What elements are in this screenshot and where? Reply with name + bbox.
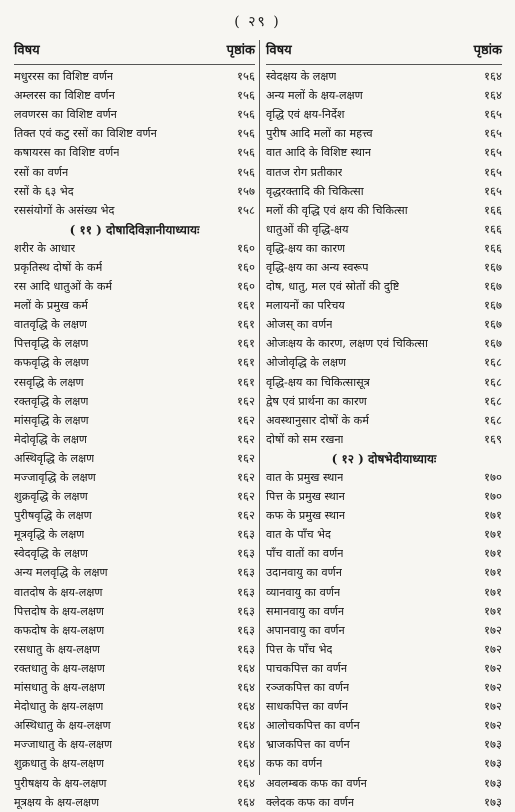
entry-page: १६२	[237, 489, 255, 504]
entry-page: १६४	[237, 680, 255, 695]
toc-entry	[266, 468, 502, 487]
toc-entry	[14, 583, 255, 602]
page-heading: पृष्ठांक	[473, 43, 502, 58]
toc-entry	[266, 411, 502, 430]
entry-page: १६७	[484, 259, 502, 274]
entry-title: मधुररस का विशिष्ट वर्णन	[14, 70, 114, 84]
entry-page: १५६	[237, 145, 255, 160]
entry-page: १६५	[484, 126, 502, 141]
toc-entry	[266, 544, 502, 563]
entry-page: १६५	[484, 107, 502, 122]
entry-page: १६४	[237, 737, 255, 752]
entry-page: १६२	[237, 470, 255, 485]
right-column	[259, 40, 504, 809]
entry-title: उदानवायु का वर्णन	[266, 566, 342, 580]
entry-title: पित्तदोष के क्षय-लक्षण	[14, 604, 104, 618]
entry-page: १७२	[484, 660, 502, 675]
entry-title: मज्जावृद्धि के लक्षण	[14, 471, 96, 485]
entry-title: पाचकपित्त का वर्णन	[266, 661, 348, 675]
toc-entry	[266, 563, 502, 582]
entry-title: मूत्रवृद्धि के लक्षण	[14, 528, 85, 542]
entry-title: वृद्धि-क्षय का अन्य स्वरूप	[266, 260, 369, 274]
entry-page: १७१	[484, 565, 502, 580]
toc-entry	[14, 793, 255, 812]
entry-title: पुरीषक्षय के क्षय-लक्षण	[14, 776, 107, 790]
toc-entry	[14, 373, 255, 392]
entry-title: भ्राजकपित्त का वर्णन	[266, 738, 350, 752]
toc-entry	[14, 563, 255, 582]
toc-entry	[14, 392, 255, 411]
entry-page: १६४	[237, 756, 255, 771]
entry-page: १६२	[237, 431, 255, 446]
entry-page: १६२	[237, 508, 255, 523]
toc-entry	[266, 373, 502, 392]
toc-entry	[14, 468, 255, 487]
entry-page: १६७	[484, 279, 502, 294]
entry-title: द्वेष एवं प्रार्थना का कारण	[266, 394, 367, 408]
entry-page: १७१	[484, 527, 502, 542]
toc-entry	[14, 124, 255, 143]
entry-title: मलायनों का परिचय	[266, 299, 345, 313]
entry-title: साधकपित्त का वर्णन	[266, 700, 349, 714]
entry-page: १६४	[237, 718, 255, 733]
toc-entry	[266, 697, 502, 716]
toc-entry	[266, 182, 502, 201]
entry-title: मांसवृद्धि के लक्षण	[14, 413, 89, 427]
toc-entry	[266, 220, 502, 239]
page-number: ( २९ )	[234, 14, 281, 30]
toc-entry	[266, 277, 502, 296]
page-heading: पृष्ठांक	[226, 43, 255, 58]
contents-table	[14, 40, 504, 809]
subject-heading: विषय	[14, 43, 40, 58]
entry-page: १५६	[237, 88, 255, 103]
toc-entry	[266, 239, 502, 258]
entry-page: १६४	[237, 775, 255, 790]
entry-page: १६४	[237, 699, 255, 714]
toc-entry	[266, 506, 502, 525]
entry-title: रसों के ६३ भेद	[14, 184, 74, 198]
toc-entry	[266, 105, 502, 124]
toc-entry	[14, 697, 255, 716]
toc-entry	[14, 449, 255, 468]
toc-entry	[14, 162, 255, 181]
entry-page: १६०	[237, 259, 255, 274]
entry-title: वृद्धि एवं क्षय-निर्देश	[266, 108, 345, 122]
entry-title: रक्तवृद्धि के लक्षण	[14, 394, 89, 408]
toc-entry	[14, 506, 255, 525]
entry-page: १५६	[237, 69, 255, 84]
toc-entry	[14, 105, 255, 124]
entry-title: पुरीषवृद्धि के लक्षण	[14, 509, 92, 523]
entry-page: १७३	[484, 775, 502, 790]
chapter-heading: ( ११ ) दोषादिविज्ञानीयाध्यायः	[69, 222, 200, 237]
entry-page: १६६	[484, 221, 502, 236]
entry-page: १६३	[237, 603, 255, 618]
right-entries	[266, 67, 502, 812]
entry-page: १७३	[484, 737, 502, 752]
entry-title: क्लेदक कफ का वर्णन	[266, 795, 355, 809]
entry-title: पाँच वातों का वर्णन	[266, 547, 344, 561]
toc-entry	[14, 544, 255, 563]
entry-title: कफ का वर्णन	[266, 757, 323, 771]
toc-entry	[14, 315, 255, 334]
entry-title: अपानवायु का वर्णन	[266, 623, 345, 637]
entry-title: शुक्रधातु के क्षय-लक्षण	[14, 757, 105, 771]
entry-title: तिक्त एवं कटु रसों का विशिष्ट वर्णन	[14, 127, 157, 141]
entry-title: दोषों को सम रखना	[266, 432, 344, 446]
entry-page: १६१	[237, 336, 255, 351]
left-column-header	[14, 40, 255, 65]
entry-title: मांसधातु के क्षय-लक्षण	[14, 681, 105, 695]
entry-page: १५६	[237, 164, 255, 179]
entry-title: अन्य मलों के क्षय-लक्षण	[266, 89, 363, 103]
toc-entry	[14, 640, 255, 659]
entry-title: धातुओं की वृद्धि-क्षय	[266, 222, 349, 236]
entry-title: रक्तधातु के क्षय-लक्षण	[14, 661, 105, 675]
entry-title: कफ के प्रमुख स्थान	[266, 509, 346, 523]
entry-page: १६१	[237, 355, 255, 370]
toc-entry	[14, 277, 255, 296]
entry-title: रसवृद्धि के लक्षण	[14, 375, 84, 389]
toc-entry	[266, 602, 502, 621]
toc-entry	[14, 525, 255, 544]
entry-title: वातज रोग प्रतीकार	[266, 165, 343, 179]
entry-page: १६०	[237, 279, 255, 294]
entry-title: कफदोष के क्षय-लक्षण	[14, 623, 105, 637]
entry-title: पित्त के पाँच भेद	[266, 642, 333, 656]
entry-page: १६४	[484, 88, 502, 103]
entry-page: १६३	[237, 565, 255, 580]
toc-entry	[266, 640, 502, 659]
entry-page: १६३	[237, 527, 255, 542]
entry-title: वात के पाँच भेद	[266, 528, 331, 542]
entry-page: १५७	[237, 183, 255, 198]
entry-page: १६७	[484, 336, 502, 351]
entry-page: १६५	[484, 164, 502, 179]
toc-entry	[14, 487, 255, 506]
entry-page: १७१	[484, 546, 502, 561]
toc-entry	[266, 334, 502, 353]
toc-entry	[266, 735, 502, 754]
entry-page: १६१	[237, 374, 255, 389]
toc-entry	[266, 678, 502, 697]
entry-title: वृद्धि-क्षय का चिकित्सासूत्र	[266, 375, 370, 389]
entry-page: १६६	[484, 202, 502, 217]
toc-entry	[266, 621, 502, 640]
entry-title: प्रकृतिस्थ दोषों के कर्म	[14, 260, 103, 274]
entry-page: १६४	[237, 794, 255, 809]
right-column-header	[266, 40, 502, 65]
entry-title: वात आदि के विशिष्ट स्थान	[266, 146, 372, 160]
entry-page: १६१	[237, 298, 255, 313]
toc-entry	[266, 754, 502, 773]
toc-entry	[14, 773, 255, 792]
toc-entry	[266, 716, 502, 735]
toc-entry	[14, 143, 255, 162]
toc-entry	[266, 67, 502, 86]
entry-page: १७२	[484, 699, 502, 714]
entry-title: ओजस् का वर्णन	[266, 318, 333, 332]
entry-title: मूत्रक्षय के क्षय-लक्षण	[14, 795, 100, 809]
entry-page: १६३	[237, 546, 255, 561]
entry-title: मलों के प्रमुख कर्म	[14, 299, 88, 313]
entry-title: पुरीष आदि मलों का महत्त्व	[266, 127, 373, 141]
entry-title: समानवायु का वर्णन	[266, 604, 345, 618]
entry-title: स्वेदक्षय के लक्षण	[266, 70, 337, 84]
entry-title: वृद्धरक्तादि की चिकित्सा	[266, 184, 364, 198]
entry-page: १६८	[484, 374, 502, 389]
entry-title: स्वेदवृद्धि के लक्षण	[14, 547, 88, 561]
entry-page: १७१	[484, 508, 502, 523]
toc-entry	[14, 296, 255, 315]
toc-entry	[14, 716, 255, 735]
toc-entry	[14, 182, 255, 201]
toc-entry	[266, 315, 502, 334]
entry-page: १६९	[484, 431, 502, 446]
entry-title: ओजःक्षय के कारण, लक्षण एवं चिकित्सा	[266, 337, 428, 351]
entry-page: १७०	[484, 470, 502, 485]
entry-title: अस्थिधातु के क्षय-लक्षण	[14, 719, 111, 733]
toc-entry	[14, 735, 255, 754]
toc-entry	[266, 773, 502, 792]
entry-page: १७३	[484, 794, 502, 809]
toc-entry	[14, 678, 255, 697]
toc-entry	[266, 525, 502, 544]
chapter-heading: ( १२ ) दोषभेदीयाध्यायः	[331, 451, 437, 466]
toc-entry	[14, 334, 255, 353]
entry-title: अवस्थानुसार दोषों के कर्म	[266, 413, 369, 427]
toc-entry	[14, 258, 255, 277]
entry-page: १६६	[484, 240, 502, 255]
entry-page: १७२	[484, 718, 502, 733]
entry-page: १६७	[484, 298, 502, 313]
entry-page: १५८	[237, 202, 255, 217]
toc-entry	[266, 793, 502, 812]
entry-title: लवणरस का विशिष्ट वर्णन	[14, 108, 117, 122]
entry-page: १६४	[484, 69, 502, 84]
entry-page: १७१	[484, 603, 502, 618]
toc-entry	[266, 258, 502, 277]
entry-title: रस आदि धातुओं के कर्म	[14, 280, 113, 294]
entry-page: १६८	[484, 393, 502, 408]
toc-entry	[14, 67, 255, 86]
toc-entry	[266, 86, 502, 105]
entry-title: मज्जाधातु के क्षय-लक्षण	[14, 738, 113, 752]
entry-title: वृद्धि-क्षय का कारण	[266, 241, 346, 255]
entry-page: १६२	[237, 450, 255, 465]
entry-title: पित्त के प्रमुख स्थान	[266, 490, 345, 504]
entry-title: रसों का वर्णन	[14, 165, 69, 179]
entry-title: रससंयोगों के असंख्य भेद	[14, 203, 115, 217]
left-column	[14, 40, 259, 809]
toc-entry	[14, 201, 255, 220]
entry-title: कफवृद्धि के लक्षण	[14, 356, 89, 370]
entry-title: कषायरस का विशिष्ट वर्णन	[14, 146, 120, 160]
toc-entry	[266, 124, 502, 143]
entry-page: १७२	[484, 680, 502, 695]
entry-page: १६२	[237, 393, 255, 408]
toc-entry	[14, 239, 255, 258]
entry-title: वातदोष के क्षय-लक्षण	[14, 585, 103, 599]
entry-title: रसधातु के क्षय-लक्षण	[14, 642, 100, 656]
entry-page: १६५	[484, 145, 502, 160]
toc-entry	[14, 353, 255, 372]
toc-entry	[266, 162, 502, 181]
entry-title: अस्थिवृद्धि के लक्षण	[14, 451, 95, 465]
entry-page: १६१	[237, 317, 255, 332]
toc-entry	[14, 602, 255, 621]
entry-title: वात के प्रमुख स्थान	[266, 471, 344, 485]
entry-page: १६५	[484, 183, 502, 198]
entry-page: १६३	[237, 584, 255, 599]
entry-page: १६२	[237, 412, 255, 427]
entry-title: रञ्जकपित्त का वर्णन	[266, 681, 350, 695]
entry-title: मेदोवृद्धि के लक्षण	[14, 432, 87, 446]
entry-title: आलोचकपित्त का वर्णन	[266, 719, 360, 733]
entry-title: पित्तवृद्धि के लक्षण	[14, 337, 89, 351]
toc-entry	[14, 411, 255, 430]
entry-title: मेदोधातु के क्षय-लक्षण	[14, 700, 104, 714]
entry-page: १७२	[484, 622, 502, 637]
entry-page: १६८	[484, 412, 502, 427]
entry-title: मलों की वृद्धि एवं क्षय की चिकित्सा	[266, 203, 408, 217]
entry-title: व्यानवायु का वर्णन	[266, 585, 341, 599]
entry-page: १६७	[484, 317, 502, 332]
toc-entry	[14, 659, 255, 678]
toc-entry	[266, 143, 502, 162]
left-entries	[14, 67, 255, 812]
entry-page: १६३	[237, 641, 255, 656]
entry-page: १६०	[237, 240, 255, 255]
entry-title: वातवृद्धि के लक्षण	[14, 318, 87, 332]
toc-entry	[266, 296, 502, 315]
entry-title: अवलम्बक कफ का वर्णन	[266, 776, 367, 790]
entry-title: ओजोवृद्धि के लक्षण	[266, 356, 347, 370]
toc-entry	[266, 659, 502, 678]
entry-page: १७१	[484, 584, 502, 599]
entry-title: दोष, धातु, मल एवं स्रोतों की दुष्टि	[266, 280, 400, 294]
toc-entry	[14, 621, 255, 640]
toc-entry	[266, 201, 502, 220]
entry-title: अन्य मलवृद्धि के लक्षण	[14, 566, 108, 580]
entry-page: १६४	[237, 660, 255, 675]
entry-page: १६८	[484, 355, 502, 370]
entry-page: १५६	[237, 126, 255, 141]
entry-title: अम्लरस का विशिष्ट वर्णन	[14, 89, 115, 103]
toc-entry	[266, 353, 502, 372]
entry-page: १७०	[484, 489, 502, 504]
entry-page: १७२	[484, 641, 502, 656]
toc-entry	[14, 86, 255, 105]
entry-title: शरीर के आधार	[14, 241, 76, 255]
entry-title: शुक्रवृद्धि के लक्षण	[14, 490, 88, 504]
entry-page: १७३	[484, 756, 502, 771]
toc-entry	[14, 754, 255, 773]
toc-entry	[266, 430, 502, 449]
subject-heading: विषय	[266, 43, 292, 58]
toc-entry	[266, 392, 502, 411]
toc-entry	[266, 583, 502, 602]
entry-page: १५६	[237, 107, 255, 122]
toc-entry	[14, 430, 255, 449]
toc-entry	[266, 487, 502, 506]
entry-page: १६३	[237, 622, 255, 637]
